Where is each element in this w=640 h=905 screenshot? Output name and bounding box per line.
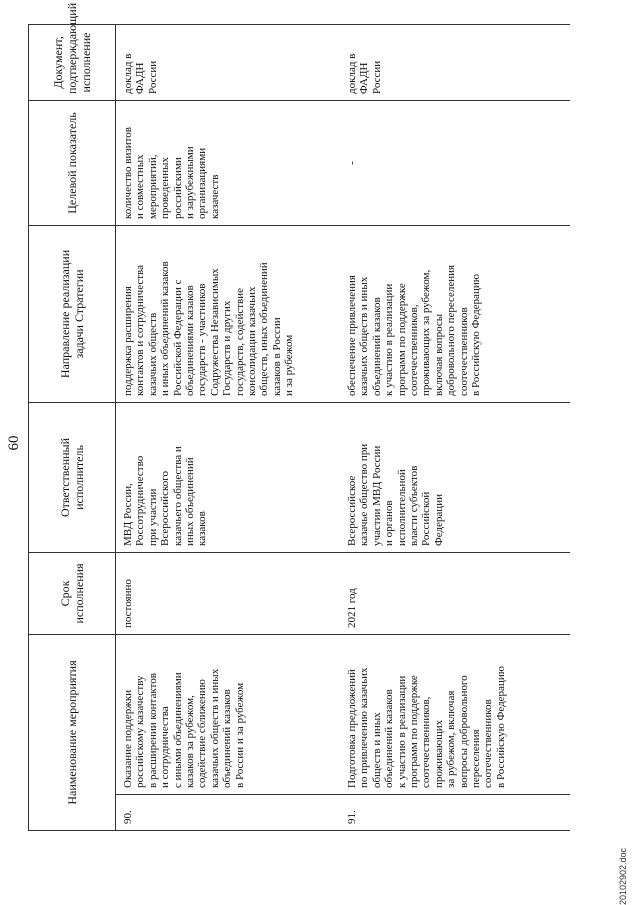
- header-indicator: Целевой показатель: [29, 100, 116, 225]
- measures-table: [28, 2, 570, 831]
- row-name: Подготовка предложений по привлечению казачьих обществ и иных объединений казаков к участию в реализации программ по поддержке соотечественников, проживающих за рубежом, включая вопросы добровольного переселения соотечественников в Российскую Федерацию: [340, 634, 570, 794]
- row-executor: Всероссийское казачье общество при участии МВД России и органов исполнительной власти субъектов Российской Федерации: [340, 402, 570, 552]
- row-indicator: количество визитов и совместных мероприятий, проведенных российскими и зарубежными организациями казачеств: [116, 100, 341, 225]
- table-header-row: [29, 24, 116, 830]
- row-term: постоянно: [116, 552, 341, 634]
- row-indicator: -: [340, 100, 570, 225]
- header-executor: Ответственный исполнитель: [29, 402, 116, 552]
- row-number: 90.: [116, 795, 341, 831]
- header-term: Срок исполнения: [29, 552, 116, 634]
- header-direction: Направление реализации задачи Стратегии: [29, 225, 116, 402]
- file-name: 20102902.doc: [618, 847, 628, 905]
- row-number: 91.: [340, 795, 570, 831]
- header-name: Наименование мероприятия: [29, 634, 116, 830]
- table-row: [340, 24, 570, 830]
- page-number: 60: [6, 435, 22, 451]
- table-row: [116, 24, 341, 830]
- row-term: 2021 год: [340, 552, 570, 634]
- row-name: Оказание поддержки российскому казачеству в расширении контактов и сотрудничества с иными объединениями казаков за рубежом, содействие сближению казачьих обществ и иных объединений казаков в России и за рубежом: [116, 634, 341, 794]
- row-direction: обеспечение привлечения казачьих обществ и иных объединений казаков к участию в реализации программ по поддержке соотечественников, проживающих за рубежом, включая вопросы добровольного переселения соотечественников в Российскую Федерацию: [340, 225, 570, 402]
- row-document: доклад в ФАДН России: [340, 24, 570, 100]
- row-document: доклад в ФАДН России: [116, 24, 341, 100]
- row-executor: МВД России, Россотрудничество при участии Всероссийского казачьего общества и иных объединений казаков: [116, 402, 341, 552]
- header-document: Документ, подтверждающий исполнение: [29, 24, 116, 100]
- row-direction: поддержка расширения контактов и сотрудничества казачьих обществ и иных объединений казаков Российской Федерации с объединениями казаков государств - участников Содружества Независимых Государств и других государств, содействие консолидации казачьих обществ, иных объединений казаков в России и за рубежом: [116, 225, 341, 402]
